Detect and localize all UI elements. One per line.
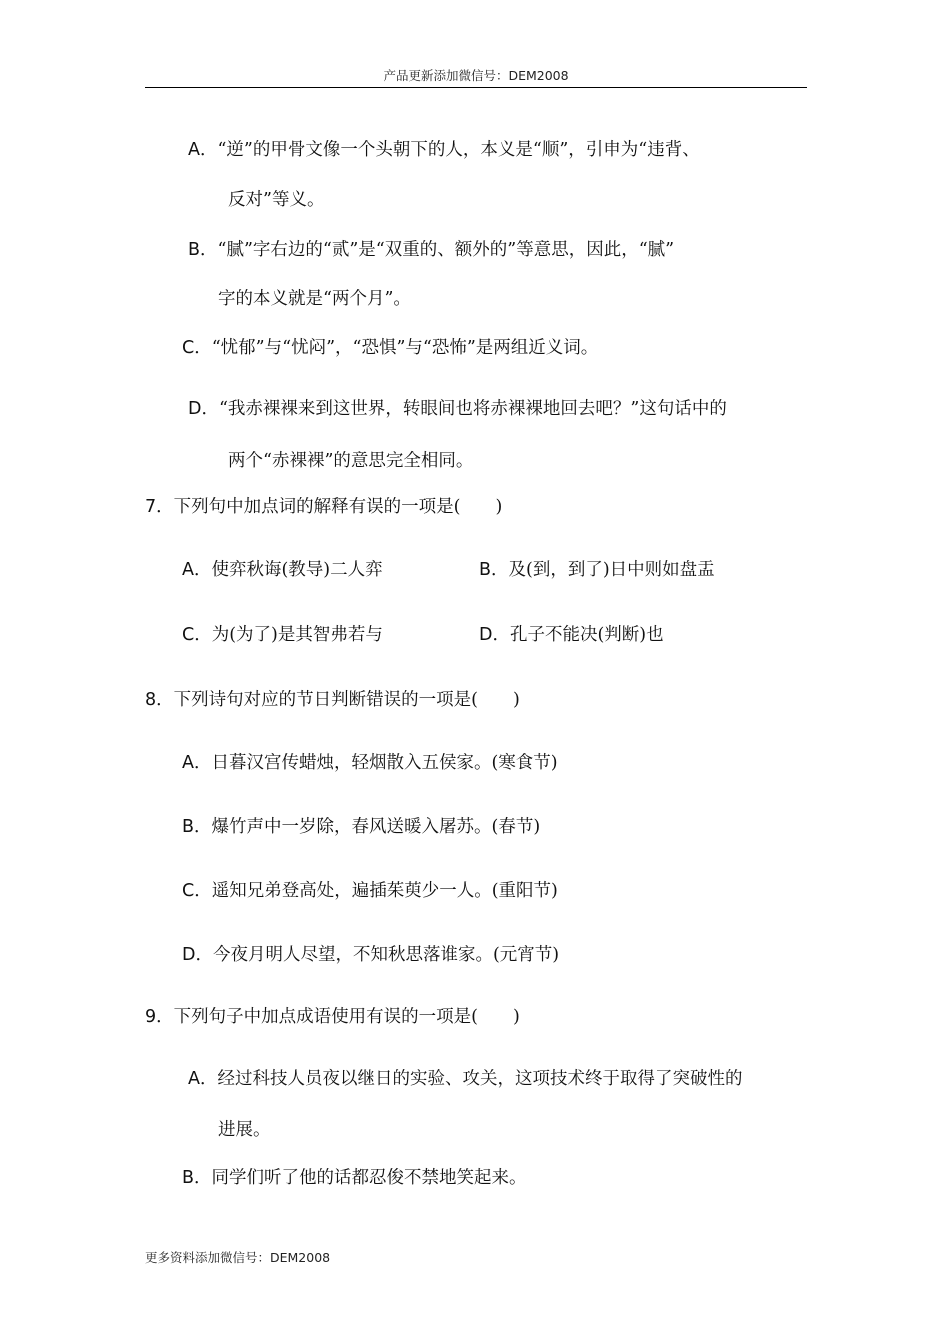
q9-option-a-line1: 经过科技人员夜以继日的实验、攻关，这项技术终于取得了突破性的 <box>217 1069 743 1089</box>
q6-option-a <box>188 138 700 162</box>
q6-option-b-line1: “腻”字右边的“贰”是“双重的、额外的”等意思，因此，“腻” <box>217 240 675 260</box>
q6-option-c <box>182 336 598 360</box>
q9-option-a-line2: 进展。 <box>218 1120 271 1140</box>
q7-option-d <box>479 623 664 647</box>
q8-option-a-text: 日暮汉宫传蜡烛，轻烟散入五侯家。(寒食节) <box>211 753 558 773</box>
q8-stem-text: 下列诗句对应的节日判断错误的一项是( ) <box>173 690 520 710</box>
q6-option-d <box>188 397 727 421</box>
q6-option-a-line2: 反对”等义。 <box>228 190 325 210</box>
q9-number: 9． <box>145 1007 174 1027</box>
q9-option-b-text: 同学们听了他的话都忍俊不禁地笑起来。 <box>211 1168 527 1188</box>
q7-option-a-label: A． <box>182 560 212 580</box>
q9-option-b <box>182 1166 527 1190</box>
q8-option-c <box>182 879 558 903</box>
q6-option-d-line2: 两个“赤裸裸”的意思完全相同。 <box>228 451 474 471</box>
q8-number: 8． <box>145 690 174 710</box>
q8-option-a <box>182 751 558 775</box>
q7-option-b <box>479 558 715 582</box>
page-header: 产品更新添加微信号：DEM2008 <box>383 68 569 83</box>
q7-option-a <box>182 558 383 582</box>
q8-option-c-label: C． <box>182 881 212 901</box>
q6-option-d-label: D． <box>188 399 219 419</box>
q7-stem-text: 下列句中加点词的解释有误的一项是( ) <box>173 497 503 517</box>
q9-option-a-label: A． <box>188 1069 218 1089</box>
q9-stem <box>145 1005 520 1029</box>
q9-stem-text: 下列句子中加点成语使用有误的一项是( ) <box>173 1007 520 1027</box>
q8-option-b-label: B． <box>182 817 212 837</box>
header-rule <box>145 87 807 88</box>
q6-option-b-label: B． <box>188 240 218 260</box>
q6-option-b <box>188 238 674 262</box>
q6-option-c-line1: “忧郁”与“忧闷”，“恐惧”与“恐怖”是两组近义词。 <box>211 338 599 358</box>
q8-option-a-label: A． <box>182 753 212 773</box>
q7-option-c-label: C． <box>182 625 212 645</box>
q7-stem <box>145 495 502 519</box>
q8-option-b <box>182 815 540 839</box>
q6-option-a-label: A． <box>188 140 218 160</box>
q9-option-a <box>188 1067 742 1091</box>
q7-option-a-text: 使弈秋诲(教导)二人弈 <box>211 560 383 580</box>
q7-option-b-label: B． <box>479 560 509 580</box>
q7-number: 7． <box>145 497 174 517</box>
q6-option-c-label: C． <box>182 338 212 358</box>
q9-option-b-label: B． <box>182 1168 212 1188</box>
q6-option-d-line1: “我赤裸裸来到这世界，转眼间也将赤裸裸地回去吧？”这句话中的 <box>218 399 727 419</box>
q8-option-d-text: 今夜月明人尽望，不知秋思落谁家。(元宵节) <box>212 945 560 965</box>
q7-option-d-label: D． <box>479 625 510 645</box>
q6-option-b-line2: 字的本义就是“两个月”。 <box>218 289 411 309</box>
q8-option-c-text: 遥知兄弟登高处，遍插茱萸少一人。(重阳节) <box>211 881 558 901</box>
q6-option-a-line1: “逆”的甲骨文像一个头朝下的人，本义是“顺”，引申为“违背、 <box>217 140 700 160</box>
q7-option-c-text: 为(为了)是其智弗若与 <box>211 625 383 645</box>
q8-option-b-text: 爆竹声中一岁除，春风送暖入屠苏。(春节) <box>211 817 541 837</box>
q8-stem <box>145 688 520 712</box>
q7-option-c <box>182 623 383 647</box>
q8-option-d <box>182 943 559 967</box>
q8-option-d-label: D． <box>182 945 213 965</box>
page-footer: 更多资料添加微信号：DEM2008 <box>145 1250 331 1265</box>
q7-option-d-text: 孔子不能决(判断)也 <box>509 625 664 645</box>
q7-option-b-text: 及(到，到了)日中则如盘盂 <box>508 560 715 580</box>
